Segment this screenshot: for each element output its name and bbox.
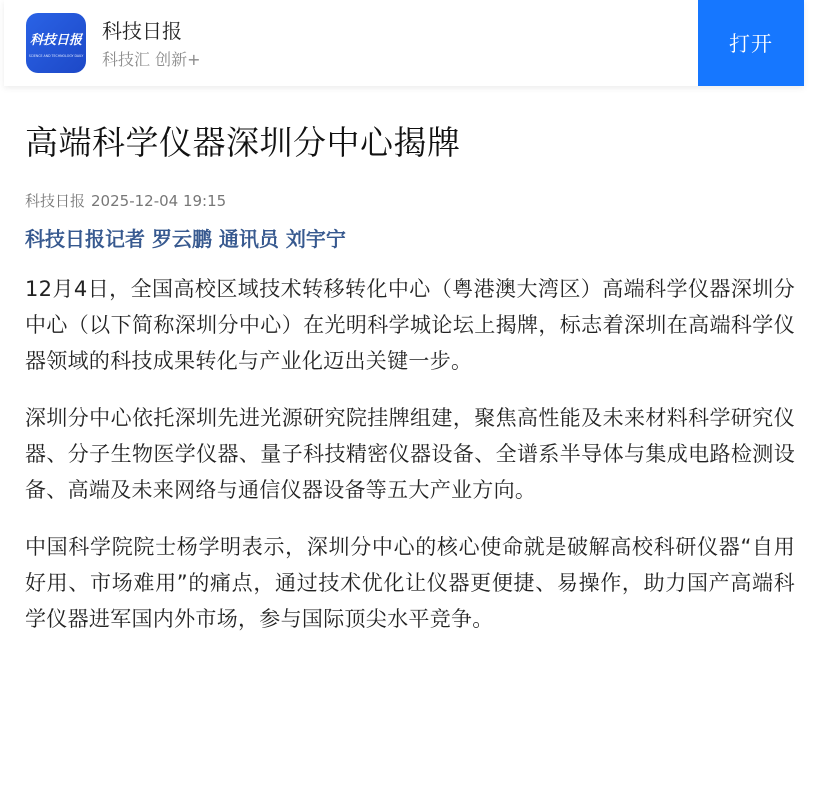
article-source: 科技日报 bbox=[25, 192, 86, 210]
article-paragraph: 深圳分中心依托深圳先进光源研究院挂牌组建，聚焦高性能及未来材料科学研究仪器、分子生物医学仪器、量子科技精密仪器设备、全谱系半导体与集成电路检测设备、高端及未来网络与通信仪器设备等五大产业方向。 bbox=[25, 406, 795, 502]
article-title: 高端科学仪器深圳分中心揭牌 bbox=[25, 123, 461, 162]
article-byline: 科技日报记者 罗云鹏 通讯员 刘宇宁 bbox=[25, 227, 346, 251]
app-logo bbox=[26, 13, 86, 73]
open-app-button[interactable]: 打开 bbox=[698, 0, 804, 86]
article-paragraph: 中国科学院院士杨学明表示，深圳分中心的核心使命就是破解高校科研仪器“自用好用、市场难用”的痛点，通过技术优化让仪器更便捷、易操作，助力国产高端科学仪器进军国内外市场，参与国际顶尖水平竞争。 bbox=[25, 535, 795, 631]
app-name: 科技日报 bbox=[102, 19, 182, 43]
article-meta bbox=[25, 191, 795, 211]
logo-subtext: SCIENCE AND TECHNOLOGY DAILY bbox=[28, 54, 84, 58]
logo-text: 科技日报 bbox=[29, 33, 83, 48]
app-slogan: 科技汇 创新+ bbox=[102, 50, 201, 69]
app-download-bar bbox=[4, 0, 804, 86]
article-paragraph: 12月4日，全国高校区域技术转移转化中心（粤港澳大湾区）高端科学仪器深圳分中心（以下简称深圳分中心）在光明科学城论坛上揭牌，标志着深圳在高端科学仪器领域的科技成果转化与产业化迈出关键一步。 bbox=[25, 277, 795, 373]
article bbox=[25, 120, 795, 637]
newspaper-logo-icon bbox=[26, 13, 86, 73]
article-datetime: 2025-12-04 19:15 bbox=[91, 192, 227, 210]
